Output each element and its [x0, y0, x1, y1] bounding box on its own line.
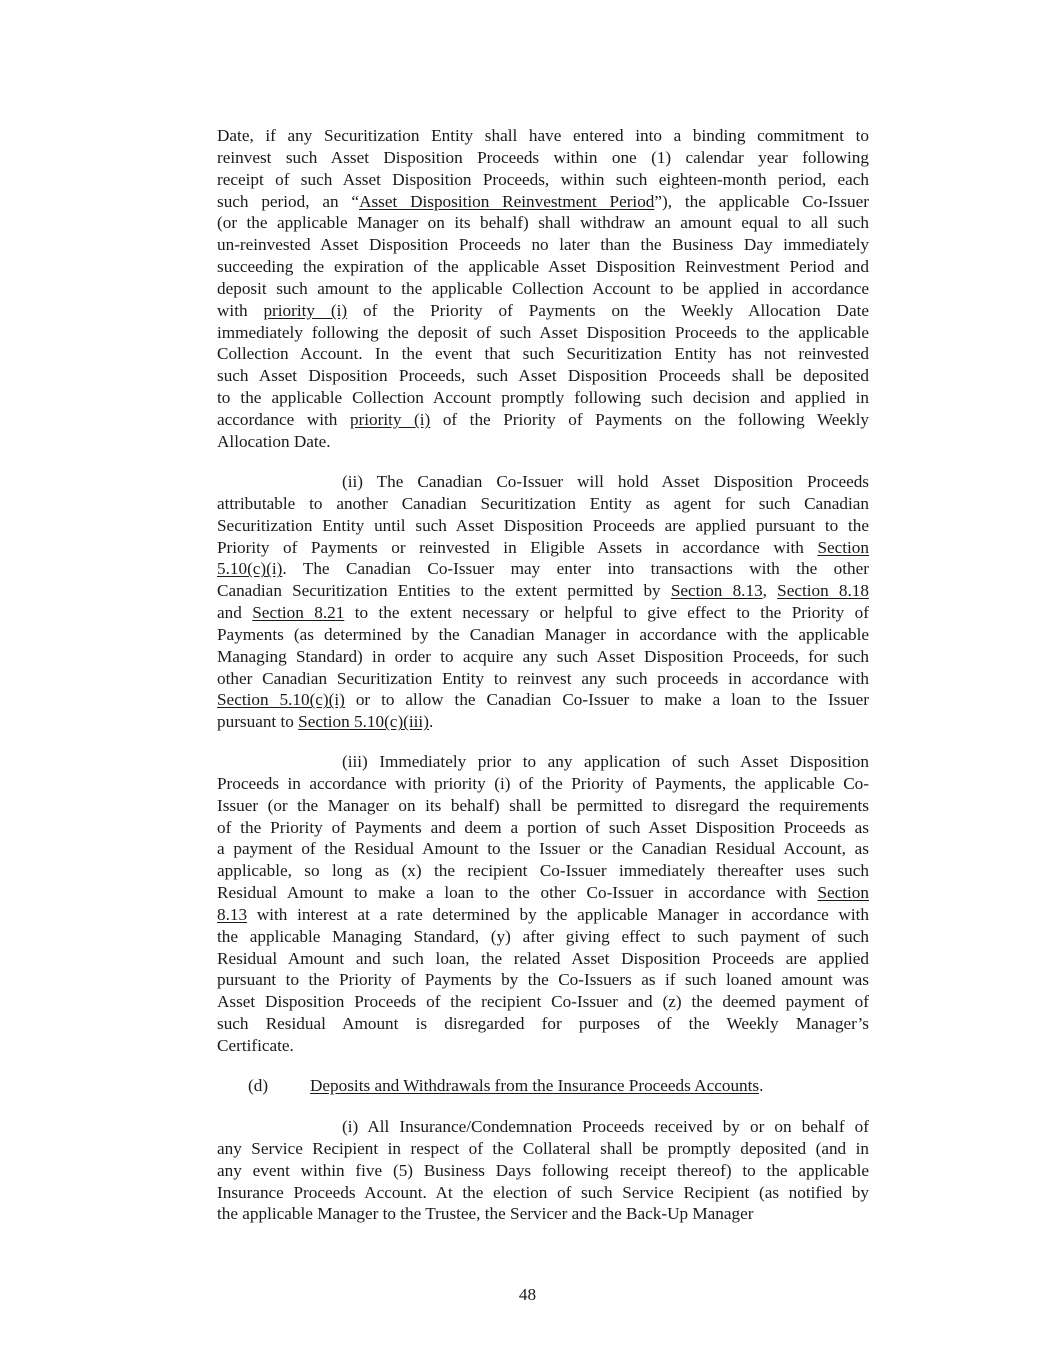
text-line	[217, 256, 869, 278]
underlined-reference: 5.10(c)(i)	[217, 559, 283, 579]
underlined-reference: Section	[817, 883, 869, 903]
text-line	[217, 926, 869, 948]
text-run: or to allow the Canadian Co-Issuer to make a loan to the Issuer	[344, 690, 870, 710]
text-run: with	[217, 300, 264, 320]
text-line	[217, 558, 869, 580]
paragraph-residual-amount	[217, 751, 869, 1057]
text-run: Issuer (or the Manager on its behalf) shall be permitted to disregard the requirements	[217, 795, 869, 815]
text-run: any event within five (5) Business Days following receipt thereof) to the applicable	[217, 1160, 869, 1180]
text-line	[217, 624, 869, 646]
text-run: to the extent necessary or helpful to give effect to the Priority of	[344, 603, 869, 623]
text-run: Managing Standard) in order to acquire any such Asset Disposition Proceeds, for such	[217, 646, 869, 666]
underlined-reference: 8.13	[217, 904, 248, 924]
text-line	[217, 1203, 869, 1225]
text-run: reinvest such Asset Disposition Proceeds within one (1) calendar year following	[217, 147, 869, 167]
underlined-reference: Asset Disposition Reinvestment Period	[359, 191, 655, 211]
underlined-reference: Section 8.21	[252, 603, 345, 623]
text-run: the applicable Managing Standard, (y) after giving effect to such payment of such	[217, 926, 869, 946]
text-run: such Residual Amount is disregarded for purposes of the Weekly Manager’s	[217, 1014, 869, 1034]
text-run: of the Priority of Payments on the Weekly Allocation Date	[347, 300, 869, 320]
text-line	[217, 471, 869, 493]
underlined-reference: Section 8.13	[670, 581, 763, 601]
text-run: deposit such amount to the applicable Collection Account to be applied in accordance	[217, 278, 869, 298]
text-run: Residual Amount and such loan, the related Asset Disposition Proceeds are applied	[217, 948, 869, 968]
text-run: any Service Recipient in respect of the Collateral shall be promptly deposited (and in	[217, 1138, 869, 1158]
underlined-reference: Section 8.18	[777, 581, 869, 601]
text-line	[217, 409, 869, 431]
text-line	[217, 1182, 869, 1204]
paragraph-canadian-co-issuer	[217, 471, 869, 733]
text-line	[217, 343, 869, 365]
text-run: .	[428, 712, 434, 732]
text-line	[217, 234, 869, 256]
text-line	[217, 125, 869, 147]
text-line	[217, 365, 869, 387]
text-run: un-reinvested Asset Disposition Proceeds no later than the Business Day immediately	[217, 235, 869, 255]
section-title-period: .	[759, 1076, 764, 1095]
underlined-reference: Section	[817, 537, 869, 557]
text-run: attributable to another Canadian Securitization Entity as agent for such Canadian	[217, 493, 869, 513]
text-line	[217, 969, 869, 991]
text-run: Proceeds in accordance with priority (i) of the Priority of Payments, the applicable Co-	[217, 773, 869, 793]
text-run: ,	[762, 581, 778, 601]
text-run: of the Priority of Payments and deem a portion of such Asset Disposition Proceeds as	[217, 817, 869, 837]
text-run: to the applicable Collection Account promptly following such decision and applied in	[217, 388, 869, 408]
text-line	[217, 431, 869, 453]
text-line	[217, 537, 869, 559]
paragraph-insurance-proceeds	[217, 1116, 869, 1225]
text-line	[217, 493, 869, 515]
text-line	[217, 300, 869, 322]
text-line	[217, 991, 869, 1013]
text-line	[217, 1138, 869, 1160]
text-run: (ii) The Canadian Co-Issuer will hold Asset Disposition Proceeds	[342, 472, 869, 491]
text-line	[217, 1013, 869, 1035]
text-run: receipt of such Asset Disposition Proceeds, within such eighteen-month period, each	[217, 169, 869, 189]
text-run: (iii) Immediately prior to any application of such Asset Disposition	[342, 752, 869, 771]
text-line	[217, 689, 869, 711]
underlined-reference: priority (i)	[349, 409, 431, 429]
text-line	[217, 817, 869, 839]
text-line	[217, 147, 869, 169]
text-run: . The Canadian Co-Issuer may enter into transactions with the other	[282, 559, 869, 579]
text-run: accordance with	[217, 409, 350, 429]
section-title: Deposits and Withdrawals from the Insurance Proceeds Accounts	[310, 1076, 760, 1095]
text-run: such period, an “	[217, 191, 360, 211]
underlined-reference: Section 5.10(c)(iii)	[298, 712, 429, 732]
text-run: Collection Account. In the event that such Securitization Entity has not reinvested	[217, 344, 869, 364]
text-run: succeeding the expiration of the applicable Asset Disposition Reinvestment Period and	[217, 257, 869, 277]
page-number: 48	[518, 1285, 537, 1304]
text-run: Insurance Proceeds Account. At the election of such Service Recipient (as notified by	[217, 1182, 869, 1202]
text-line	[217, 387, 869, 409]
text-line	[217, 515, 869, 537]
text-run: pursuant to the Priority of Payments by the Co-Issuers as if such loaned amount was	[217, 970, 869, 990]
text-run: (i) All Insurance/Condemnation Proceeds received by or on behalf of	[342, 1117, 869, 1136]
text-run: of the Priority of Payments on the following Weekly	[430, 409, 869, 429]
text-line	[217, 322, 869, 344]
text-line	[217, 795, 869, 817]
text-line	[217, 711, 869, 733]
text-line	[217, 1116, 869, 1138]
text-line	[217, 212, 869, 234]
text-line	[217, 1160, 869, 1182]
text-line	[217, 904, 869, 926]
text-line	[217, 668, 869, 690]
text-line	[217, 580, 869, 602]
text-run: and	[217, 603, 253, 623]
text-line	[217, 646, 869, 668]
section-heading-d	[248, 1075, 763, 1097]
text-run: Date, if any Securitization Entity shall have entered into a binding commitment to	[217, 126, 869, 145]
text-run: Priority of Payments or reinvested in Eligible Assets in accordance with	[217, 537, 818, 557]
text-run: a payment of the Residual Amount to the Issuer or the Canadian Residual Account, as	[217, 839, 869, 859]
text-line	[217, 838, 869, 860]
text-line	[217, 860, 869, 882]
text-run: such Asset Disposition Proceeds, such Asset Disposition Proceeds shall be deposited	[217, 366, 869, 386]
text-run: the applicable Manager to the Trustee, the Servicer and the Back-Up Manager	[217, 1204, 754, 1224]
text-run: Certificate.	[217, 1035, 294, 1055]
text-run: Allocation Date.	[217, 431, 331, 451]
text-line	[217, 751, 869, 773]
text-line	[217, 191, 869, 213]
text-run: Securitization Entity until such Asset Disposition Proceeds are applied pursuant to the	[217, 515, 869, 535]
text-run: ”), the applicable Co-Issuer	[654, 191, 869, 211]
text-run: (or the applicable Manager on its behalf) shall withdraw an amount equal to all such	[217, 213, 869, 233]
paragraph-asset-disposition-reinvestment	[217, 125, 869, 453]
text-line	[217, 1035, 869, 1057]
text-run: Residual Amount to make a loan to the other Co-Issuer in accordance with	[217, 883, 818, 903]
text-line	[217, 773, 869, 795]
text-line	[217, 948, 869, 970]
text-run: with interest at a rate determined by the applicable Manager in accordance with	[247, 904, 869, 924]
text-run: immediately following the deposit of such Asset Disposition Proceeds to the applicable	[217, 322, 869, 342]
underlined-reference: priority (i)	[263, 300, 348, 320]
text-run: pursuant to	[217, 712, 299, 732]
text-line	[217, 882, 869, 904]
text-run: applicable, so long as (x) the recipient Co-Issuer immediately thereafter uses such	[217, 861, 869, 881]
text-line	[217, 278, 869, 300]
text-run: Asset Disposition Proceeds of the recipient Co-Issuer and (z) the deemed payment of	[217, 992, 869, 1012]
underlined-reference: Section 5.10(c)(i)	[217, 690, 345, 710]
text-line	[217, 169, 869, 191]
section-number: (d)	[248, 1076, 269, 1095]
text-run: other Canadian Securitization Entity to reinvest any such proceeds in accordance with	[217, 668, 869, 688]
text-line	[217, 602, 869, 624]
text-run: Payments (as determined by the Canadian Manager in accordance with the applicable	[217, 624, 869, 644]
text-run: Canadian Securitization Entities to the extent permitted by	[217, 581, 671, 601]
